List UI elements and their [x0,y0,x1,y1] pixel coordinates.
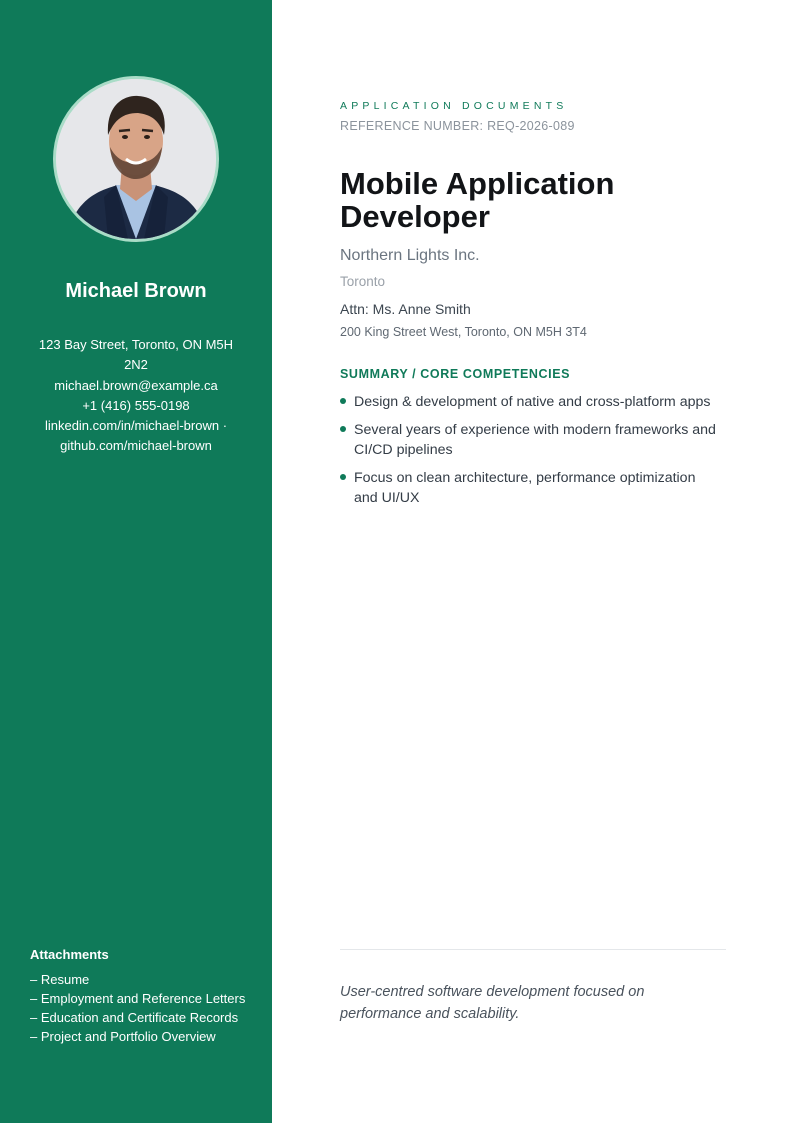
job-title-line2: Developer [340,199,490,234]
candidate-name: Michael Brown [65,280,207,302]
summary-list [340,392,720,516]
reference-number: REFERENCE NUMBER: REQ-2026-089 [340,119,575,133]
attachments-title: Attachments [30,947,109,962]
attachment-item: – Employment and Reference Letters [30,991,246,1006]
contact-github[interactable]: github.com/michael-brown [60,438,212,454]
avatar [56,79,216,239]
divider [340,949,726,950]
bullet-dot-icon [340,474,346,480]
attachment-item: – Resume [30,972,90,987]
document-eyebrow: APPLICATION DOCUMENTS [340,100,568,112]
job-title [340,167,730,233]
sidebar [0,0,272,1123]
attachment-item: – Project and Portfolio Overview [30,1029,216,1044]
bullet-dot-icon [340,398,346,404]
summary-title: SUMMARY / CORE COMPETENCIES [340,367,571,381]
list-item [340,420,720,460]
recipient-attn: Attn: Ms. Anne Smith [340,301,471,317]
contact-phone[interactable]: +1 (416) 555-0198 [82,397,190,413]
contact-address-line1: 123 Bay Street, Toronto, ON M5H [38,337,234,352]
attachment-item: – Education and Certificate Records [30,1010,239,1025]
contact-address-line2: 2N2 [124,357,148,373]
summary-item-text: Design & development of native and cross-platform apps [354,394,711,410]
avatar-ring [53,76,219,242]
portrait-image [56,79,216,239]
company-name: Northern Lights Inc. [340,247,480,264]
recipient-address: 200 King Street West, Toronto, ON M5H 3T4 [340,325,587,339]
summary-item-text: Several years of experience with modern frameworks and CI/CD pipelines [354,422,716,458]
list-item [340,392,720,412]
company-city: Toronto [340,274,386,289]
contact-email[interactable]: michael.brown@example.ca [54,377,218,393]
job-title-line1: Mobile Application [340,166,615,201]
contact-block [36,335,236,457]
contact-linkedin[interactable]: linkedin.com/in/michael-brown · [44,418,228,434]
bullet-dot-icon [340,426,346,432]
list-item [340,468,720,508]
attachments-section [30,947,260,1046]
summary-item-text: Focus on clean architecture, performance optimization and UI/UX [354,470,696,506]
tagline: User-centred software development focused on performance and scalability. [340,984,645,1022]
